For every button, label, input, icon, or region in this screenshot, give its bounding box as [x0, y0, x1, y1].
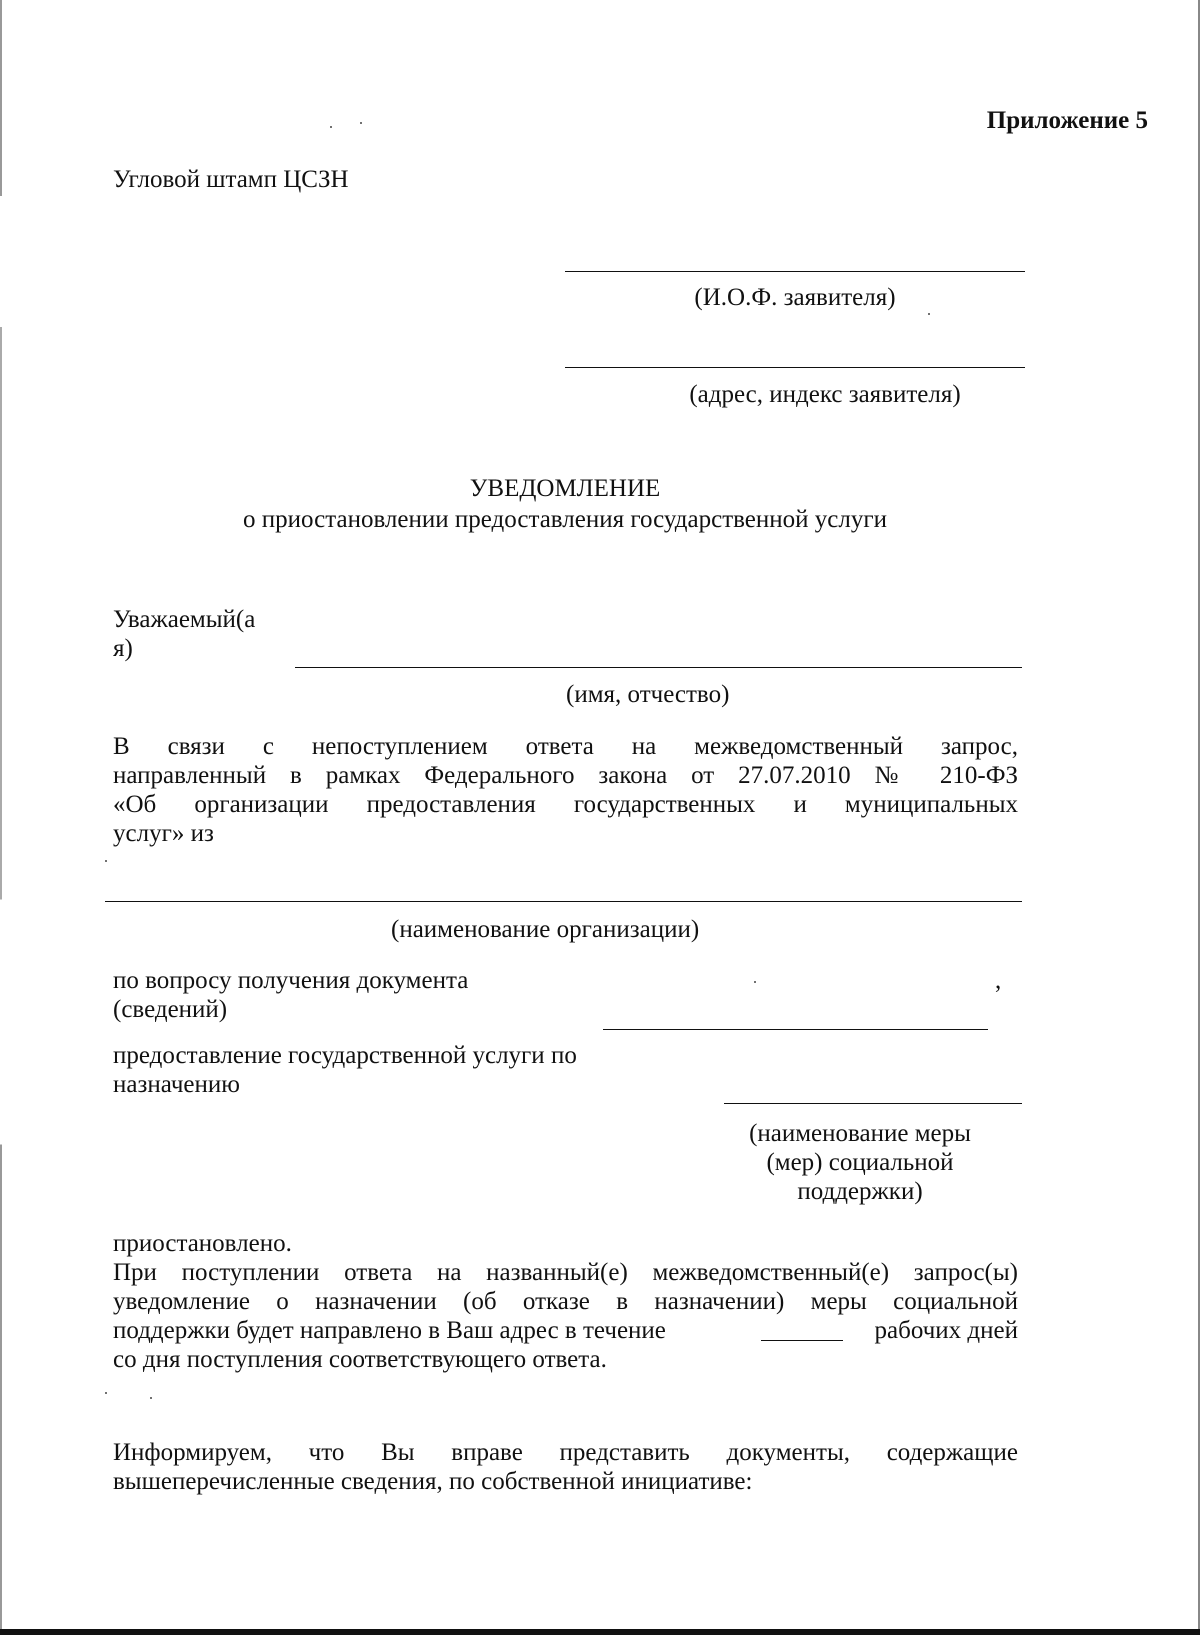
paragraph-own-initiative: [113, 1438, 1018, 1496]
greeting-line-2: я): [113, 635, 133, 662]
paragraph-2-line-4: со дня поступления соответствующего ответа.: [113, 1346, 607, 1373]
document-question-comma: ,: [995, 967, 1002, 994]
measure-caption-line-1: (наименование меры: [749, 1120, 971, 1147]
support-measure-line: [724, 1103, 1022, 1104]
scan-speck: [754, 981, 756, 983]
paragraph-2-line-3: [113, 1316, 1018, 1345]
paragraph-1-line-1: В связи с непоступлением ответа на межведомственный запрос,: [113, 733, 1018, 760]
scan-speck: [928, 313, 930, 315]
scan-speck: [105, 1392, 107, 1394]
paragraph-2-line-2: уведомление о назначении (об отказе в назначении) меры социальной: [113, 1288, 1018, 1315]
paragraph-2-line-1: При поступлении ответа на названный(е) межведомственный(е) запрос(ы): [113, 1259, 1018, 1286]
scan-edge-left: [0, 0, 2, 1635]
name-patronymic-line: [295, 667, 1022, 668]
scan-speck: [150, 1397, 152, 1399]
applicant-name-caption: (И.О.Ф. заявителя): [694, 284, 896, 311]
scan-edge-bottom: [0, 1629, 1200, 1635]
document-title: УВЕДОМЛЕНИЕ: [469, 475, 661, 502]
measure-caption-line-2: (мер) социальной: [766, 1149, 954, 1176]
paragraph-1-line-2: направленный в рамках Федерального закона от 27.07.2010 № 210-ФЗ: [113, 762, 1018, 789]
applicant-address-caption: (адрес, индекс заявителя): [689, 381, 961, 408]
paragraph-1-line-4: услуг» из: [113, 820, 214, 847]
service-provision-line-1: предоставление государственной услуги по: [113, 1042, 577, 1069]
suspended-text: приостановлено.: [113, 1230, 292, 1257]
paragraph-2-line-3-start: поддержки будет направлено в Ваш адрес в течение: [113, 1317, 666, 1344]
paragraph-3-line-2: вышеперечисленные сведения, по собственной инициативе:: [113, 1468, 753, 1495]
applicant-name-line: [565, 271, 1025, 272]
service-provision-line-2: назначению: [113, 1071, 240, 1098]
paragraph-interagency-request: [113, 732, 1018, 848]
document-question-line-2: (сведений): [113, 996, 228, 1023]
scan-speck: [360, 122, 362, 124]
working-days-blank: [761, 1320, 843, 1341]
name-patronymic-caption: (имя, отчество): [566, 681, 730, 708]
paragraph-1-line-3: «Об организации предоставления государственных и муниципальных: [113, 791, 1018, 818]
paragraph-2-line-3-end: рабочих дней: [874, 1317, 1018, 1344]
greeting-line-1: Уважаемый(а: [113, 606, 256, 633]
scan-speck: [105, 860, 107, 862]
appendix-label: Приложение 5: [986, 107, 1148, 134]
organization-line: [105, 901, 1022, 902]
paragraph-notification-terms: [113, 1258, 1018, 1374]
document-subtitle: о приостановлении предоставления государственной услуги: [243, 506, 887, 533]
scan-speck: [330, 126, 332, 128]
document-name-line: [603, 1029, 988, 1030]
corner-stamp-placeholder: Угловой штамп ЦСЗН: [113, 166, 349, 193]
organization-caption: (наименование организации): [391, 916, 700, 943]
paragraph-3-line-1: Информируем, что Вы вправе представить документы, содержащие: [113, 1439, 1018, 1466]
measure-caption-line-3: поддержки): [797, 1178, 923, 1205]
applicant-address-line: [565, 367, 1025, 368]
document-question-line-1: по вопросу получения документа: [113, 967, 469, 994]
